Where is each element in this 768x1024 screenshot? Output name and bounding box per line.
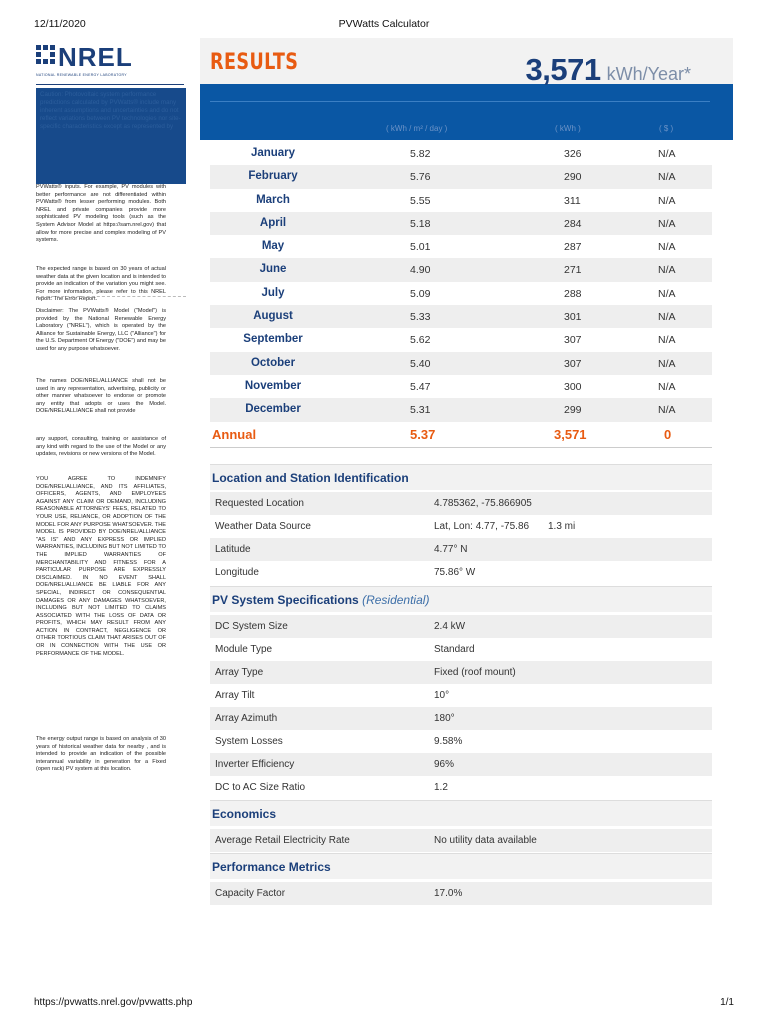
month-cell: February — [248, 170, 298, 183]
sidebar-paragraph-7: The energy output range is based on analysis of 30 years of historical weather data for nearby , and is intended to provide an indication of the possible interannual variability in generation for a Fixed (open rack) PV system at this location. — [36, 736, 166, 773]
value-cell: N/A — [658, 171, 676, 184]
sidebar-warranty: YOU AGREE TO INDEMNIFY DOE/NREL/ALLIANCE, AND ITS AFFILIATES, OFFICERS, AGENTS, AND EMPLOYEES AGAINST ANY CLAIM OR DEMAND, INCLUDING REASONABLE ATTORNEYS' FEES, RELATED TO YOUR USE, RELIANCE, OR ADOPTION OF THE MODEL FOR ANY PURPOSE WHATSOEVER. THE MODEL IS PROVIDED BY DOE/NREL/ALLIANCE "AS IS" AND ANY EXPRESS OR IMPLIED WARRANTIES, INCLUDING BUT NOT LIMITED TO THE IMPLIED WARRANTIES OF MERCHANTABILITY AND FITNESS FOR A PARTICULAR PURPOSE ARE EXPRESSLY DISCLAIMED. IN NO EVENT SHALL DOE/NREL/ALLIANCE BE LIABLE FOR ANY SPECIAL, INDIRECT OR CONSEQUENTIAL DAMAGES OR ANY DAMAGES WHATSOEVER, INCLUDING BUT NOT LIMITED TO CLAIMS ASSOCIATED WITH THE LOSS OF DATA OR PROFITS, WHICH MAY RESULT FROM ANY ACTION IN CONTRACT, NEGLIGENCE OR OTHER TORTIOUS CLAIM THAT ARISES OUT OF OR IN CONNECTION WITH THE USE OR PERFORMANCE OF THE MODEL. — [36, 476, 166, 657]
value-cell: N/A — [658, 287, 676, 300]
annual-energy — [526, 52, 733, 92]
annual-row — [210, 422, 712, 448]
economics-title: Economics — [212, 807, 277, 821]
nrel-logo[interactable] — [36, 42, 184, 82]
ac-cell: 290 — [564, 171, 582, 184]
performance-title: Performance Metrics — [212, 860, 331, 874]
weather-source-label: Weather Data Source — [215, 521, 311, 532]
spec-value: Standard — [434, 644, 475, 655]
capacity-factor-label: Capacity Factor — [215, 888, 286, 899]
solar-cell: 5.82 — [410, 148, 431, 160]
system-title: PV System Specifications — [212, 593, 359, 607]
table-row — [210, 398, 712, 421]
ac-cell: 287 — [564, 241, 582, 254]
weather-source-value: Lat, Lon: 4.77, -75.86 — [434, 521, 530, 532]
spec-label: Inverter Efficiency — [215, 759, 295, 770]
results-title: RESULTS — [210, 50, 299, 75]
sidebar-paragraph-1: PVWatts® inputs. For example, PV modules with better performance are not differentiated within PVWatts® from lesser performing modules. Both NREL and private companies provide more sophisticated PV modeling tools (such as the System Advisor Model at https://sam.nrel.gov) that allow for more precise and complex modeling of PV systems. — [36, 184, 166, 244]
table-row — [210, 375, 712, 398]
nrel-logo-icon — [36, 45, 56, 65]
table-row — [210, 258, 712, 281]
solar-cell: 5.01 — [410, 241, 431, 254]
solar-cell: 5.62 — [410, 334, 431, 347]
annual-solar: 5.37 — [410, 427, 436, 442]
value-cell: N/A — [658, 404, 676, 417]
ac-cell: 300 — [564, 380, 582, 393]
capacity-factor-value: 17.0% — [434, 888, 463, 899]
month-cell: June — [259, 263, 287, 276]
print-date: 12/11/2020 — [34, 18, 86, 30]
latitude-value: 4.77° N — [434, 544, 468, 555]
ac-cell: 299 — [564, 404, 582, 417]
requested-location-label: Requested Location — [215, 498, 304, 509]
table-row — [210, 282, 712, 305]
month-cell: March — [256, 193, 290, 206]
table-row — [210, 189, 712, 212]
weather-source-distance: 1.3 mi — [548, 521, 576, 532]
spec-label: System Losses — [215, 736, 283, 747]
caution-text: Caution: Photovoltaic system performance predictions calculated by PVWatts® include many inherent assumptions and uncertainties and do not reflect variations between PV technologies nor site-specific characteristics except as represented by — [40, 91, 181, 130]
system-subtitle: (Residential) — [362, 593, 430, 607]
print-title: PVWatts Calculator — [338, 18, 430, 30]
solar-cell: 5.33 — [410, 311, 431, 324]
print-page-number: 1/1 — [720, 997, 734, 1008]
col-header-value: ( $ ) — [659, 124, 674, 133]
system-title-wrap — [212, 593, 429, 607]
value-cell: N/A — [658, 241, 676, 254]
value-cell: N/A — [658, 148, 676, 160]
month-cell: November — [244, 379, 302, 392]
spec-row — [210, 753, 712, 776]
logo-rule — [36, 84, 184, 85]
sidebar-paragraph-2: The expected range is based on 30 years of actual weather data at the given location and is intended to provide an indication of the variation you might see. For more information, please refer to this NREL report: The Error Report. — [36, 266, 166, 303]
annual-label: Annual — [212, 427, 257, 442]
spec-row — [210, 776, 712, 799]
results-table-header — [200, 84, 733, 140]
value-cell: N/A — [658, 194, 676, 207]
spec-row — [210, 684, 712, 707]
ac-cell: 301 — [564, 311, 582, 324]
value-cell: N/A — [658, 264, 676, 277]
spec-value: 10° — [434, 690, 450, 701]
annual-ac: 3,571 — [554, 427, 587, 442]
ac-cell: 326 — [564, 148, 582, 160]
col-header-ac: ( kWh ) — [555, 124, 581, 133]
month-cell: October — [250, 356, 296, 369]
spec-row — [210, 638, 712, 661]
value-cell: N/A — [658, 311, 676, 324]
value-cell: N/A — [658, 380, 676, 393]
monthly-table — [210, 142, 712, 422]
sidebar-disclaimer: Disclaimer: The PVWatts® Model ("Model") is provided by the National Renewable Energy Laboratory ("NREL"), which is operated by the Alliance for Sustainable Energy, LLC ("Alliance") for the U.S. Department Of Energy ("DOE") and may be used for any purpose whatsoever. — [36, 308, 166, 352]
annual-energy-unit: kWh/Year* — [606, 64, 691, 84]
value-cell: N/A — [658, 357, 676, 370]
month-cell: July — [261, 286, 285, 299]
requested-location-row — [210, 492, 712, 515]
ac-cell: 271 — [564, 264, 582, 277]
annual-energy-value: 3,571 — [525, 52, 601, 87]
weather-source-row — [210, 515, 712, 538]
spec-value: Fixed (roof mount) — [434, 667, 516, 678]
spec-value: 2.4 kW — [434, 621, 466, 632]
longitude-label: Longitude — [215, 567, 259, 578]
solar-cell: 5.31 — [410, 404, 431, 417]
print-header — [0, 18, 768, 32]
performance-section-title — [210, 853, 712, 879]
logo-subtitle: NATIONAL RENEWABLE ENERGY LABORATORY — [36, 73, 127, 77]
electricity-rate-value: No utility data available — [434, 835, 537, 846]
spec-label: Array Tilt — [215, 690, 255, 701]
solar-cell: 5.76 — [410, 171, 431, 184]
solar-cell: 4.90 — [410, 264, 431, 277]
month-cell: December — [245, 403, 301, 416]
sidebar — [30, 38, 200, 998]
solar-cell: 5.40 — [410, 357, 431, 370]
month-cell: September — [243, 333, 303, 346]
ac-cell: 284 — [564, 217, 582, 230]
latitude-row — [210, 538, 712, 561]
logo-text: NREL — [58, 42, 133, 72]
ac-cell: 307 — [564, 334, 582, 347]
solar-cell: 5.18 — [410, 217, 431, 230]
requested-location-value: 4.785362, -75.866905 — [434, 498, 532, 509]
month-cell: January — [250, 147, 296, 159]
sidebar-paragraph-5: any support, consulting, training or assistance of any kind with regard to the use of the Model or any updates, revisions or new versions of the Model. — [36, 436, 166, 458]
month-cell: May — [261, 240, 285, 253]
table-row — [210, 212, 712, 235]
spec-value: 180° — [434, 713, 455, 724]
capacity-factor-row — [210, 882, 712, 905]
solar-cell: 5.47 — [410, 380, 431, 393]
system-section-title — [210, 586, 712, 612]
longitude-value: 75.86° W — [434, 567, 476, 578]
print-url[interactable]: https://pvwatts.nrel.gov/pvwatts.php — [34, 997, 193, 1008]
caution-box — [36, 88, 186, 184]
spec-label: Array Type — [215, 667, 264, 678]
electricity-rate-label: Average Retail Electricity Rate — [215, 835, 350, 846]
value-cell: N/A — [658, 334, 676, 347]
spec-value: 9.58% — [434, 736, 463, 747]
solar-cell: 5.55 — [410, 194, 431, 207]
spec-value: 1.2 — [434, 782, 448, 793]
col-header-solar: ( kWh / m² / day ) — [386, 124, 448, 133]
ac-cell: 288 — [564, 287, 582, 300]
spec-row — [210, 707, 712, 730]
month-cell: August — [253, 310, 293, 323]
table-row — [210, 142, 712, 165]
table-row — [210, 305, 712, 328]
spec-label: DC to AC Size Ratio — [215, 782, 306, 793]
ac-cell: 307 — [564, 357, 582, 370]
table-row — [210, 235, 712, 258]
longitude-row — [210, 561, 712, 584]
header-rule — [210, 101, 710, 102]
spec-row — [210, 730, 712, 753]
table-row — [210, 165, 712, 188]
value-cell: N/A — [658, 217, 676, 230]
electricity-rate-row — [210, 829, 712, 852]
location-title: Location and Station Identification — [212, 471, 409, 485]
solar-cell: 5.09 — [410, 287, 431, 300]
sidebar-paragraph-4: The names DOE/NREL/ALLIANCE shall not be used in any representation, advertising, publicity or other manner whatsoever to endorse or promote any entity that adopts or uses the Model. DOE/NREL/ALLIANCE shall not provide — [36, 378, 166, 415]
sidebar-divider — [36, 296, 186, 297]
economics-section-title — [210, 800, 712, 826]
spec-label: DC System Size — [215, 621, 288, 632]
spec-row — [210, 615, 712, 638]
spec-value: 96% — [434, 759, 455, 770]
spec-row — [210, 661, 712, 684]
month-cell: April — [259, 216, 287, 229]
latitude-label: Latitude — [215, 544, 251, 555]
ac-cell: 311 — [564, 194, 581, 207]
table-row — [210, 328, 712, 351]
spec-label: Array Azimuth — [215, 713, 278, 724]
results-panel — [200, 38, 733, 998]
spec-label: Module Type — [215, 644, 273, 655]
location-section-title — [210, 464, 712, 490]
annual-value: 0 — [664, 427, 672, 442]
table-row — [210, 352, 712, 375]
